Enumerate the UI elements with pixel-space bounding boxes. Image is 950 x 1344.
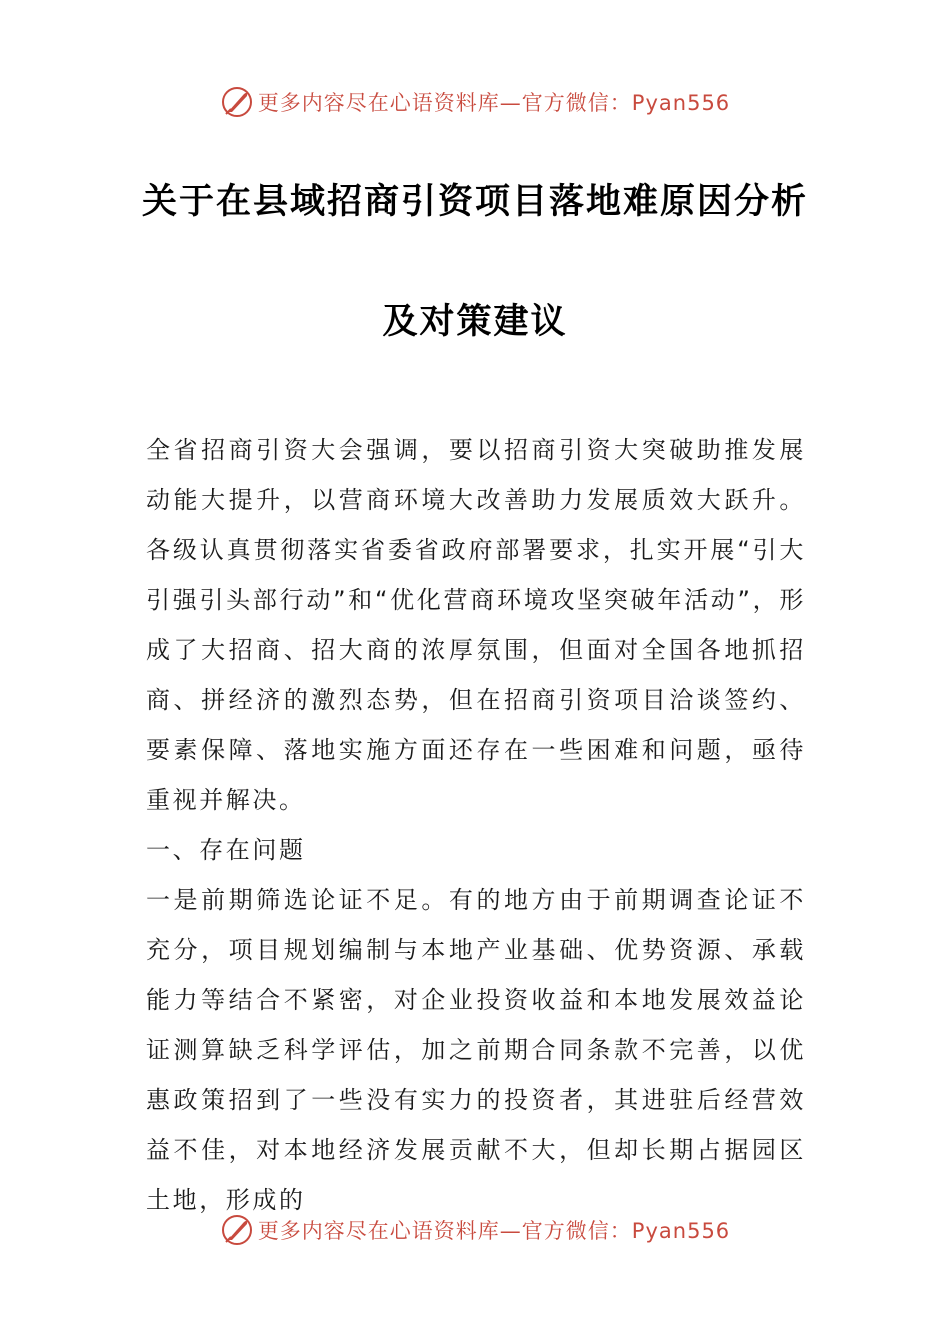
document-title-line-2: 及对策建议 <box>382 302 568 342</box>
quill-logo-icon <box>220 1213 254 1247</box>
watermark-header <box>0 82 950 122</box>
section-heading: 一、存在问题 <box>146 836 306 864</box>
watermark-footer <box>0 1210 950 1250</box>
document-body <box>146 425 806 1225</box>
paragraph-issue-1: 一是前期筛选论证不足。有的地方由于前期调查论证不充分，项目规划编制与本地产业基础、优势资源、承载能力等结合不紧密，对企业投资收益和本地发展效益论证测算缺乏科学评估，加之前期合同条款不完善，以优惠政策招到了一些没有实力的投资者，其进驻后经营效益不佳，对本地经济发展贡献不大，但却长期占据园区土地，形成的 <box>146 886 806 1214</box>
watermark-text: 更多内容尽在心语资料库—官方微信：Pyan556 <box>257 1219 731 1243</box>
document-title-line-1: 关于在县域招商引资项目落地难原因分析 <box>141 182 808 222</box>
watermark-text: 更多内容尽在心语资料库—官方微信：Pyan556 <box>257 91 731 115</box>
paragraph-intro: 全省招商引资大会强调，要以招商引资大突破助推发展动能大提升，以营商环境大改善助力发展质效大跃升。各级认真贯彻落实省委省政府部署要求，扎实开展“引大引强引头部行动”和“优化营商环境攻坚突破年活动”，形成了大招商、招大商的浓厚氛围，但面对全国各地抓招商、拼经济的激烈态势，但在招商引资项目洽谈签约、要素保障、落地实施方面还存在一些困难和问题，亟待重视并解决。 <box>146 436 806 814</box>
quill-logo-icon <box>220 85 254 119</box>
